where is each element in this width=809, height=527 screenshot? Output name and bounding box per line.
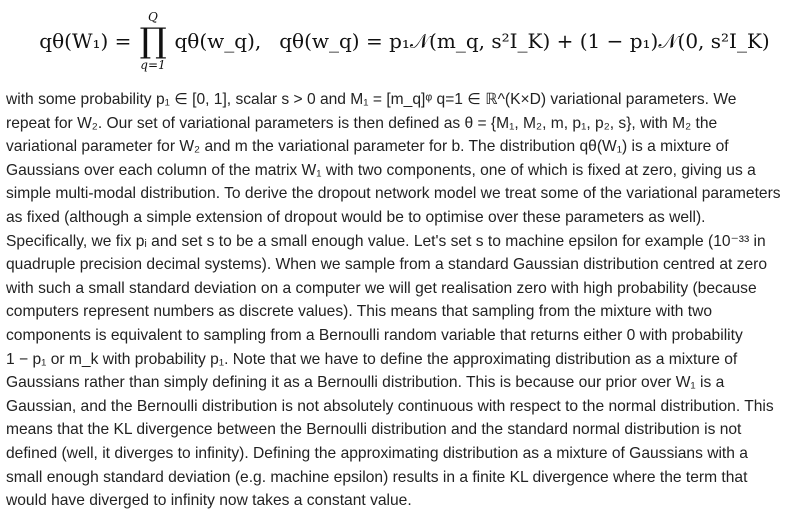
- product-lower-limit: q=1: [140, 58, 166, 72]
- paragraph-line: quadruple precision decimal systems). When we sample from a standard Gaussian distribution centred at zero: [6, 256, 767, 274]
- paragraph-line: with some probability p₁ ∈ [0, 1], scalar s > 0 and M₁ = [m_q]ᵠ q=1 ∈ ℝ^(K×D) variational parameters. We: [6, 91, 737, 108]
- paragraph-line: Gaussians rather than simply defining it as a Bernoulli distribution. This is because our prior over W₁ is a: [6, 374, 725, 392]
- paragraph-line: would have diverged to infinity now takes a constant value.: [6, 492, 412, 510]
- equation-factor: qθ(w_q),: [174, 29, 262, 53]
- paragraph-line: means that the KL divergence between the Bernoulli distribution and the standard normal distribution is not: [6, 421, 742, 439]
- paragraph-line: repeat for W₂. Our set of variational parameters is then defined as θ = {M₁, M₂, m, p₁, p₂, s}, with M₂ the: [6, 114, 718, 132]
- paragraph-line: Gaussian, and the Bernoulli distribution is not absolutely continuous with respect to the normal distribution. This: [6, 397, 774, 415]
- product-upper-limit: Q: [148, 10, 158, 24]
- display-equation: [0, 8, 809, 74]
- paragraph-line: Specifically, we fix pᵢ and set s to be a small enough value. Let's set s to machine epsilon for example (10⁻³³ in: [6, 232, 766, 250]
- paragraph-line: 1 − p₁ or m_k with probability p₁. Note that we have to define the approximating distribution as a mixture of: [6, 350, 738, 368]
- paragraph-line: Gaussians over each column of the matrix W₁ with two components, one of which is fixed at zero, giving us a: [6, 161, 756, 179]
- product-operator: [139, 10, 166, 72]
- body-paragraph: [6, 88, 804, 513]
- paragraph-line: simple multi-modal distribution. To derive the dropout network model we treat some of the variational parameters: [6, 185, 781, 203]
- paragraph-line: variational parameter for W₂ and m the variational parameter for b. The distribution qθ(W₁) is a mixture of: [6, 138, 729, 156]
- equation-rhs: qθ(w_q) = p₁𝒩(m_q, s²I_K) + (1 − p₁)𝒩(0, s²I_K): [279, 29, 770, 53]
- paragraph-line: components is equivalent to sampling from a Bernoulli random variable that returns either 0 with probability: [6, 326, 743, 344]
- paragraph-line: defined (well, it diverges to infinity). Defining the approximating distribution as a mixture of Gaussians with a: [6, 444, 748, 462]
- equation-lhs: qθ(W₁) =: [39, 29, 132, 53]
- product-symbol: ∏: [139, 21, 167, 61]
- paragraph-line: with such a small standard deviation on a computer we will get realisation zero with high probability (because: [6, 279, 757, 297]
- paragraph-line: small enough standard deviation (e.g. machine epsilon) results in a finite KL divergence where the term that: [6, 468, 748, 486]
- paragraph-line: as fixed (although a simple extension of dropout would be to optimise over these parameters as well).: [6, 208, 706, 226]
- paragraph-line: computers represent numbers as discrete values). This means that sampling from the mixture with two: [6, 303, 713, 321]
